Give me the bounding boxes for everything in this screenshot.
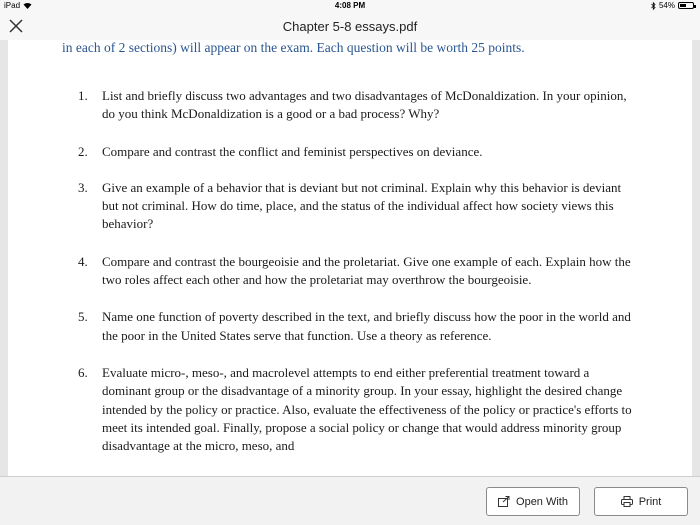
bluetooth-icon xyxy=(651,2,656,10)
question-text: Compare and contrast the bourgeoisie and the proletariat. Give one example of each. Explain how the two roles affect each other and how the proletariat may overthrow the bourgeoisie. xyxy=(102,253,631,288)
document-title: Chapter 5-8 essays.pdf xyxy=(282,19,418,34)
print-icon xyxy=(621,496,633,507)
question-number: 5. xyxy=(78,309,88,325)
question-text: Evaluate micro-, meso-, and macrolevel attempts to end either preferential treatment toward a dominant group or the disadvantage of a minority group. In your essay, highlight the desired change intended by the policy or practice. Also, evaluate the effectiveness of the policy or practice's efforts to meet its intended goal. Finally, propose a social policy or change that would address minority group disadvantage at the micro, meso, and xyxy=(102,364,632,454)
open-with-label: Open With xyxy=(516,495,568,508)
bottom-toolbar xyxy=(0,476,700,525)
question-text: Name one function of poverty described in the text, and briefly discuss how the poor in the world and the poor in the United States serve that function. Use a theory as reference. xyxy=(102,309,631,343)
question-number: 4. xyxy=(78,253,88,269)
question-number: 1. xyxy=(78,88,88,103)
document-viewport[interactable] xyxy=(0,40,700,476)
question-item xyxy=(78,308,638,345)
device-label: iPad xyxy=(4,1,21,10)
print-button[interactable] xyxy=(594,487,688,516)
question-item xyxy=(78,364,638,455)
battery-icon xyxy=(678,2,694,9)
question-item xyxy=(78,143,638,161)
status-bar xyxy=(0,0,700,12)
question-text: Compare and contrast the conflict and feminist perspectives on deviance. xyxy=(102,143,483,159)
question-item xyxy=(78,87,638,124)
pdf-page xyxy=(8,40,692,476)
open-with-button[interactable] xyxy=(486,487,580,516)
question-number: 3. xyxy=(78,179,88,195)
title-bar xyxy=(0,12,700,40)
question-item xyxy=(78,253,638,290)
document-top-line: in each of 2 sections) will appear on the exam. Each question will be worth 25 points. xyxy=(62,40,525,55)
print-label: Print xyxy=(638,495,662,508)
status-time: 4:08 PM xyxy=(334,1,366,10)
question-list xyxy=(78,87,638,455)
question-number: 2. xyxy=(78,143,88,159)
open-with-icon xyxy=(498,496,510,507)
status-right xyxy=(651,1,694,10)
battery-percent: 54% xyxy=(658,1,675,10)
question-text: List and briefly discuss two advantages and two disadvantages of McDonaldization. In your opinion, do you think McDonaldization is a good or a bad process? Why? xyxy=(102,88,627,122)
question-number: 6. xyxy=(78,364,88,380)
question-text: Give an example of a behavior that is deviant but not criminal. Explain why this behavior is deviant but not criminal. How do time, place, and the status of the individual affect how society views this behavior? xyxy=(102,179,622,232)
question-item xyxy=(78,179,638,234)
